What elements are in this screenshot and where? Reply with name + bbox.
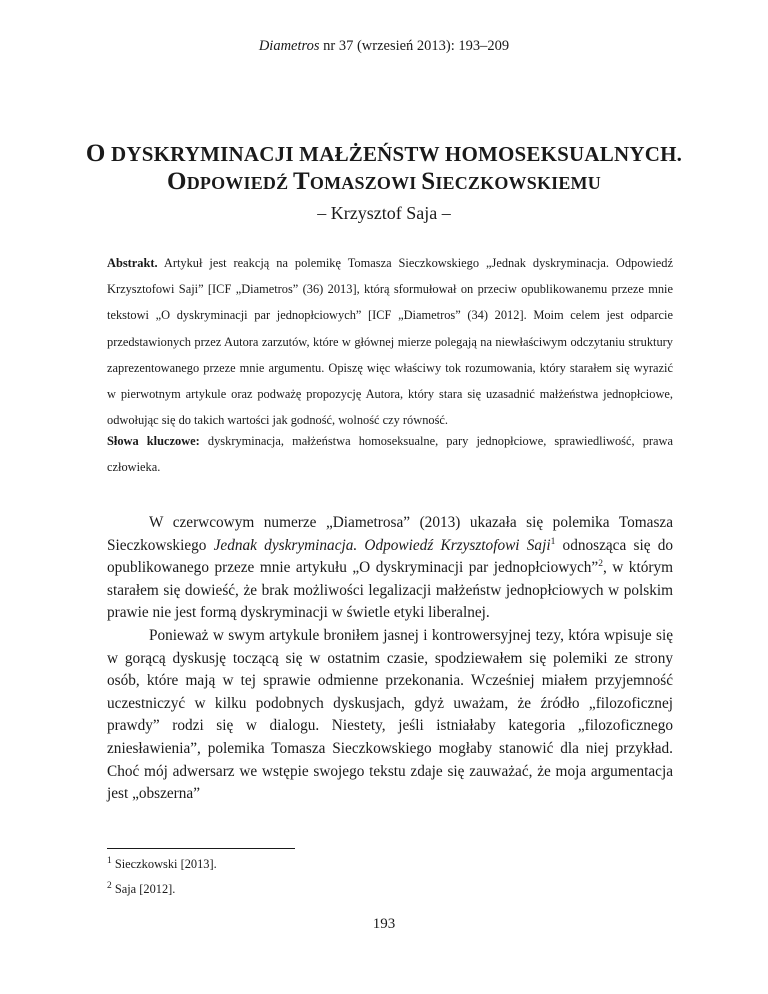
footnote-divider <box>107 848 295 849</box>
paragraph-2: Ponieważ w swym artykule broniłem jasnej i kontrowersyjnej tezy, która wpisuje się w gorącą dyskusję toczącą się w ostatnim czasie, spodziewałem się polemiki ze strony osób, które mają w tej sprawie odmienne przekonania. Wcześniej miałem przyjemność uczestniczyć w kilku podobnych dyskusjach, gdyż uważam, że źródło „filozoficznej prawdy” rodzi się w dialogu. Niestety, jeśli istniałaby kategoria „filozoficznego zniesławienia”, polemika Tomasza Sieczkowskiego mogłaby stanowić dla niej przykład. Choć mój adwersarz we wstępie swojego tekstu zdaje się zauważać, że moja argumentacja jest „obszerna” <box>107 626 673 803</box>
title-line-2: ODPOWIEDŹ TOMASZOWI SIECZKOWSKIEMU <box>167 168 601 195</box>
footnotes <box>107 852 673 902</box>
issue-info: nr 37 (wrzesień 2013): 193–209 <box>319 38 510 54</box>
footnote-2: $^2$ Saja [2012]. <box>107 880 176 896</box>
footnote-1: $^1$ Sieczkowski [2013]. <box>107 855 217 871</box>
body-text <box>107 512 673 806</box>
footnote-ref-2[interactable]: 2 <box>598 559 603 570</box>
keywords <box>107 428 673 480</box>
abstract-label: Abstrakt. <box>107 256 158 270</box>
footnote-ref-1[interactable]: 1 <box>550 536 556 547</box>
abstract-text: Artykuł jest reakcją na polemikę Tomasza Sieczkowskiego „Jednak dyskryminacja. Odpowiedź Krzysztofowi Saji” [ICF „Diametros” (36) 2013], którą sformułował on przeciw opublikowanemu przeze mnie tekstowi „O dyskryminacji par jednopłciowych” [ICF „Diametros” (34) 2012]. Moim celem jest odparcie przedstawionych przez Autora zarzutów, które w głównej mierze polegają na niewłaściwym odczytaniu struktury zaprezentowanego przeze mnie argumentu. Opiszę więc właściwy tok rozumowania, który starałem się wyrazić w pierwotnym artykule oraz podważę propozycję Autora, który stara się uzasadnić małżeństwa jednopłciowe, odwołując się do takich wartości jak godność, wolność czy równość. <box>107 256 673 428</box>
page-number: 193 <box>372 916 396 932</box>
keywords-text: dyskryminacja, małżeństwa homoseksualne, pary jednopłciowe, sprawiedliwość, prawa człowieka. <box>107 434 673 475</box>
journal-name: Diametros <box>258 38 320 54</box>
author-name: – Krzysztof Saja – <box>317 203 451 223</box>
paragraph-1: W czerwcowym numerze „Diametrosa” (2013) ukazała się polemika Tomasza Sieczkowskiego Jednak dyskryminacja. Odpowiedź Krzysztofowi Saji$^1$ odnosząca się do opublikowanego przeze mnie artykułu „O dyskryminacji par jednopłciowych”$^2$, w którym starałem się dowieść, że brak możliwości legalizacji małżeństw jednopłciowych w polskim prawie nie jest formą dyskryminacji w świetle etyki liberalnej. <box>107 514 674 622</box>
abstract <box>107 250 673 433</box>
cited-title: Jednak dyskryminacja. Odpowiedź Krzysztofowi Saji <box>213 536 551 554</box>
article-title <box>60 140 708 197</box>
keywords-label: Słowa kluczowe: <box>107 434 200 448</box>
title-line-1: O DYSKRYMINACJI MAŁŻEŃSTW HOMOSEKSUALNYCH. <box>85 140 683 167</box>
running-head <box>0 38 768 55</box>
